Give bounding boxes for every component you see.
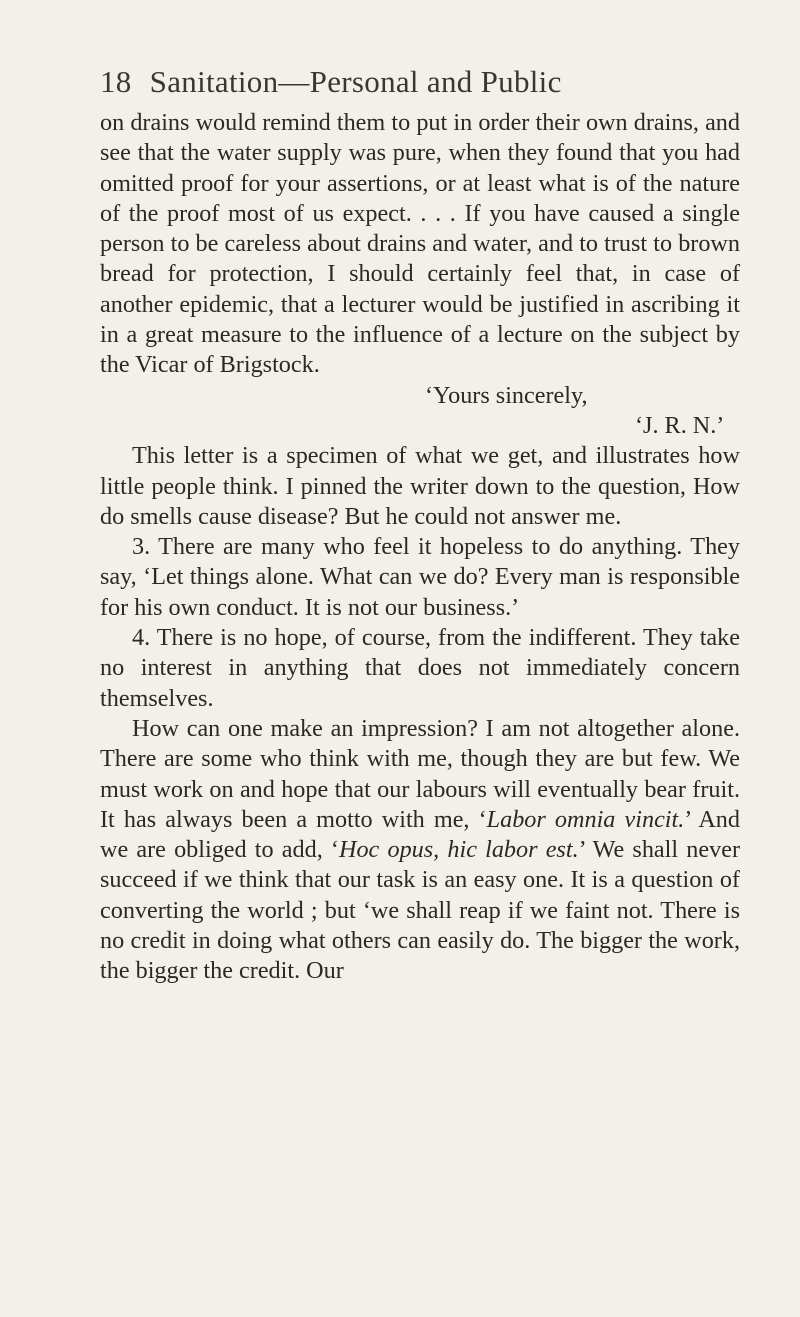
paragraph-4: 4. There is no hope, of course, from the indifferent. They take no interest in anything that does not immediately concern themselves. (100, 624, 740, 712)
latin-addition: Hoc opus, hic labor est. (339, 836, 579, 864)
letter-signature: ‘J. R. N.’ (635, 411, 725, 439)
paragraph-specimen: This letter is a specimen of what we get, and illustrates how little people think. I pinned the writer down to the question, How do smells cause disease? But he could not answer me. (100, 442, 740, 530)
final-text-1: How can one make an impression? I am not altogether alone. There are some who think with me, though they are but few. We must work on and hope that our labours will eventually bear fruit. It has always been a motto with me, ‘ (100, 714, 740, 833)
letter-closing: ‘Yours sincerely, (425, 381, 588, 409)
letter-paragraph: on drains would remind them to put in order their own drains, and see that the water supply was pure, when they found that you had omitted proof for your assertions, or at least what is of the nature of the proof most of us expect. . . . If you have caused a single person to be careless about drains and water, and to trust to brown bread for protection, I should certainly feel that, in case of another epidemic, that a lecturer would be justified in ascribing it in a great measure to the influence of a lecture on the subject by the Vicar of Brigstock. (100, 109, 740, 379)
final-text-2: ’ And we are obliged to add, ‘ (100, 805, 740, 864)
paragraph-3: 3. There are many who feel it hopeless to do anything. They say, ‘Let things alone. What can we do? Every man is responsible for his own conduct. It is not our business.’ (100, 533, 740, 621)
page-body (100, 108, 740, 987)
final-text-3: ’ We shall never succeed if we think that our task is an easy one. It is a question of converting the world ; but ‘we shall reap if we faint not. There is no credit in doing what others can easily do. The bigger the work, the bigger the credit. Our (100, 836, 740, 985)
page-number: 18 (100, 64, 132, 99)
running-title: Sanitation—Personal and Public (149, 64, 562, 99)
running-header (100, 62, 740, 102)
paragraph-final (100, 714, 740, 987)
latin-motto: Labor omnia vincit. (486, 805, 685, 833)
